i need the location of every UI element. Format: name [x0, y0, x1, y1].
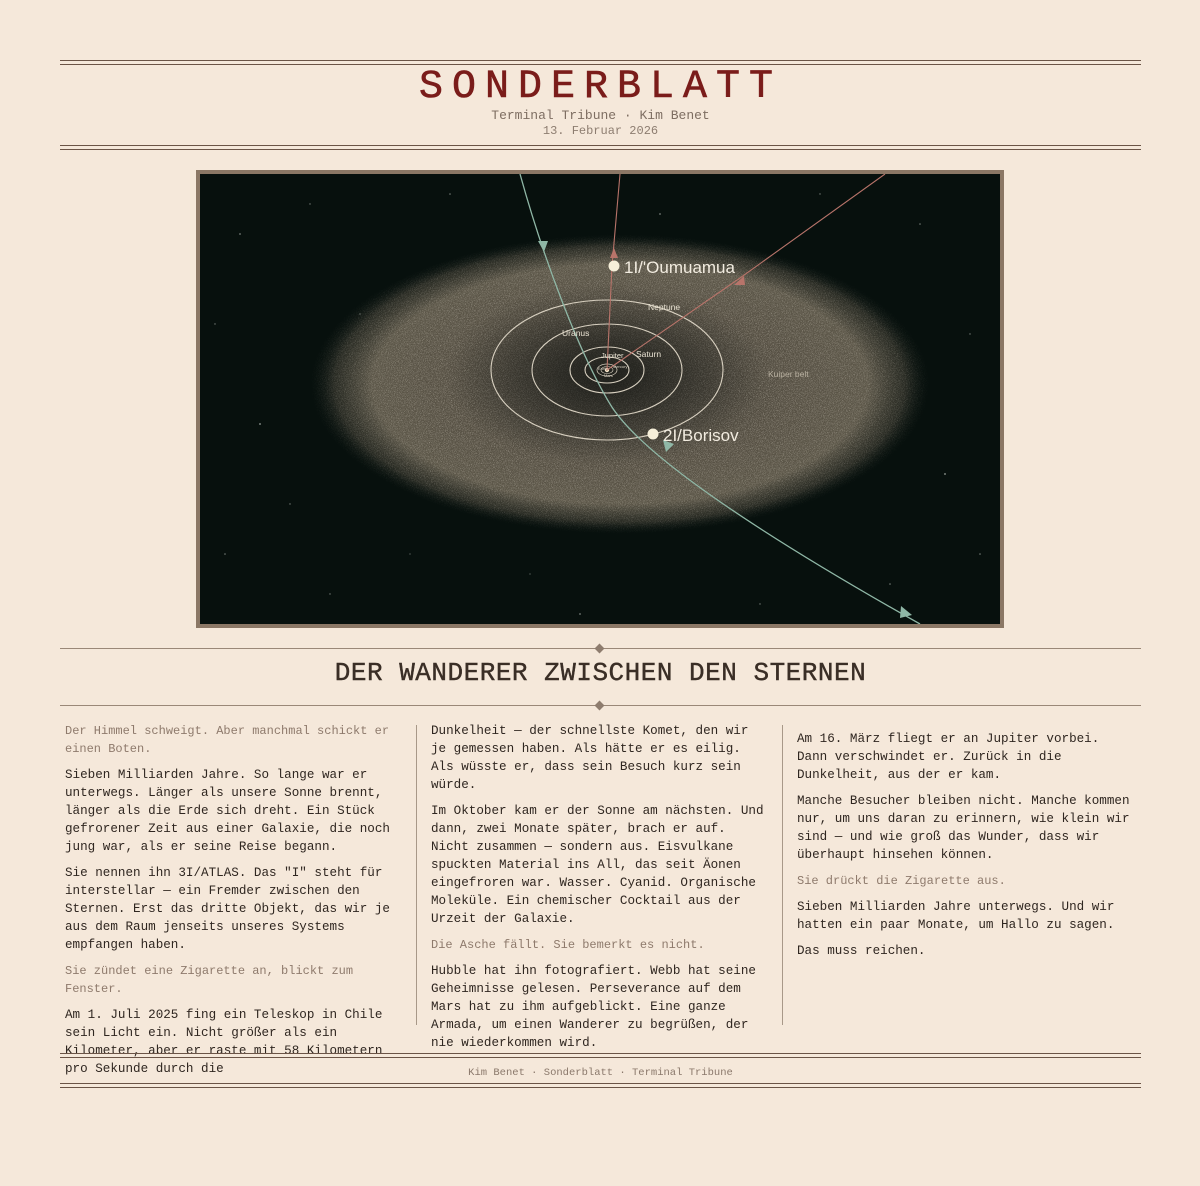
column-divider — [782, 725, 783, 1025]
paragraph: Sieben Milliarden Jahre unterwegs. Und wir hatten ein paar Monate, um Hallo zu sagen. — [797, 900, 1115, 932]
article-headline: DER WANDERER ZWISCHEN DEN STERNEN — [334, 658, 867, 688]
masthead-bottom-rule — [60, 145, 1141, 150]
stage-direction: Sie zündet eine Zigarette an, blickt zum Fenster. — [65, 964, 354, 996]
paragraph: Sieben Milliarden Jahre. So lange war er unterwegs. Länger als unsere Sonne brennt, länger als die Erde sich dreht. Ein Stück gefrorener Zeit aus einer Galaxie, die noch jung war, als er seine Reise begann. — [65, 768, 390, 854]
diamond-ornament-icon — [595, 644, 605, 654]
mercury-label: Mercury — [613, 364, 628, 369]
interstellar-trajectories-diagram — [200, 174, 1000, 624]
saturn-label: Saturn — [636, 349, 662, 359]
uranus-label: Uranus — [562, 328, 590, 338]
footer-bottom-rule — [60, 1083, 1141, 1088]
kuiper-belt-label: Kuiper belt — [768, 369, 809, 379]
masthead-title: SONDERBLATT — [418, 65, 783, 110]
article-column-3 — [797, 730, 1132, 968]
paragraph: Dunkelheit — der schnellste Komet, den wir je gemessen haben. Als hätte er es eilig. Als wüsste er, dass sein Besuch kurz sein würde. — [431, 724, 749, 792]
masthead-byline: Terminal Tribune · Kim Benet — [491, 108, 710, 123]
paragraph: Am 1. Juli 2025 fing ein Teleskop in Chile sein Licht ein. Nicht größer als ein Kilometer, aber er raste mit 58 Kilometern pro Sekunde durch die — [65, 1008, 383, 1076]
masthead-date: 13. Februar 2026 — [542, 124, 659, 138]
stage-direction: Der Himmel schweigt. Aber manchmal schickt er einen Boten. — [65, 724, 390, 756]
article-column-1 — [65, 722, 400, 1086]
footer-credit: Kim Benet · Sonderblatt · Terminal Tribune — [468, 1067, 733, 1079]
paragraph: Sie nennen ihn 3I/ATLAS. Das "I" steht für interstellar — ein Fremder zwischen den Sternen. Erst das dritte Objekt, das wir je aus dem Raum jenseits unseres Systems empfangen haben. — [65, 866, 390, 952]
mars-label: Mars — [604, 373, 613, 378]
footer-top-rule — [60, 1053, 1141, 1058]
solar-system-figure — [196, 170, 1004, 628]
diamond-ornament-icon — [595, 701, 605, 711]
earth-label: Earth — [598, 366, 608, 371]
article-column-2 — [431, 722, 766, 1060]
paragraph: Manche Besucher bleiben nicht. Manche kommen nur, um uns daran zu erinnern, wie klein wir sind — und wie groß das Wunder, dass wir überhaupt hinsehen können. — [797, 794, 1130, 862]
borisov-label: 2I/Borisov — [663, 426, 739, 445]
paragraph: Am 16. März fliegt er an Jupiter vorbei. Dann verschwindet er. Zurück in die Dunkelheit, aus der er kam. — [797, 732, 1100, 782]
stage-direction: Sie drückt die Zigarette aus. — [797, 874, 1006, 888]
borisov-marker — [648, 429, 659, 440]
paragraph: Hubble hat ihn fotografiert. Webb hat seine Geheimnisse gelesen. Perseverance auf dem Mars hat zu ihm aufgeblickt. Eine ganze Armada, um einen Wanderer zu begrüßen, der nie wiederkommen wird. — [431, 964, 756, 1050]
paragraph: Das muss reichen. — [797, 944, 926, 958]
oumuamua-label: 1I/'Oumuamua — [624, 258, 735, 277]
jupiter-label: Jupiter — [601, 351, 624, 360]
stage-direction: Die Asche fällt. Sie bemerkt es nicht. — [431, 938, 705, 952]
paragraph: Im Oktober kam er der Sonne am nächsten. Und dann, zwei Monate später, brach er auf. Nicht zusammen — sondern aus. Eisvulkane spuckten Material ins All, das seit Äonen eingefroren war. Wasser. Cyanid. Organische Moleküle. Ein chemischer Cocktail aus der Urzeit der Galaxie. — [431, 804, 764, 926]
oumuamua-marker — [609, 261, 620, 272]
neptune-label: Neptune — [648, 302, 681, 312]
column-divider — [416, 725, 417, 1025]
